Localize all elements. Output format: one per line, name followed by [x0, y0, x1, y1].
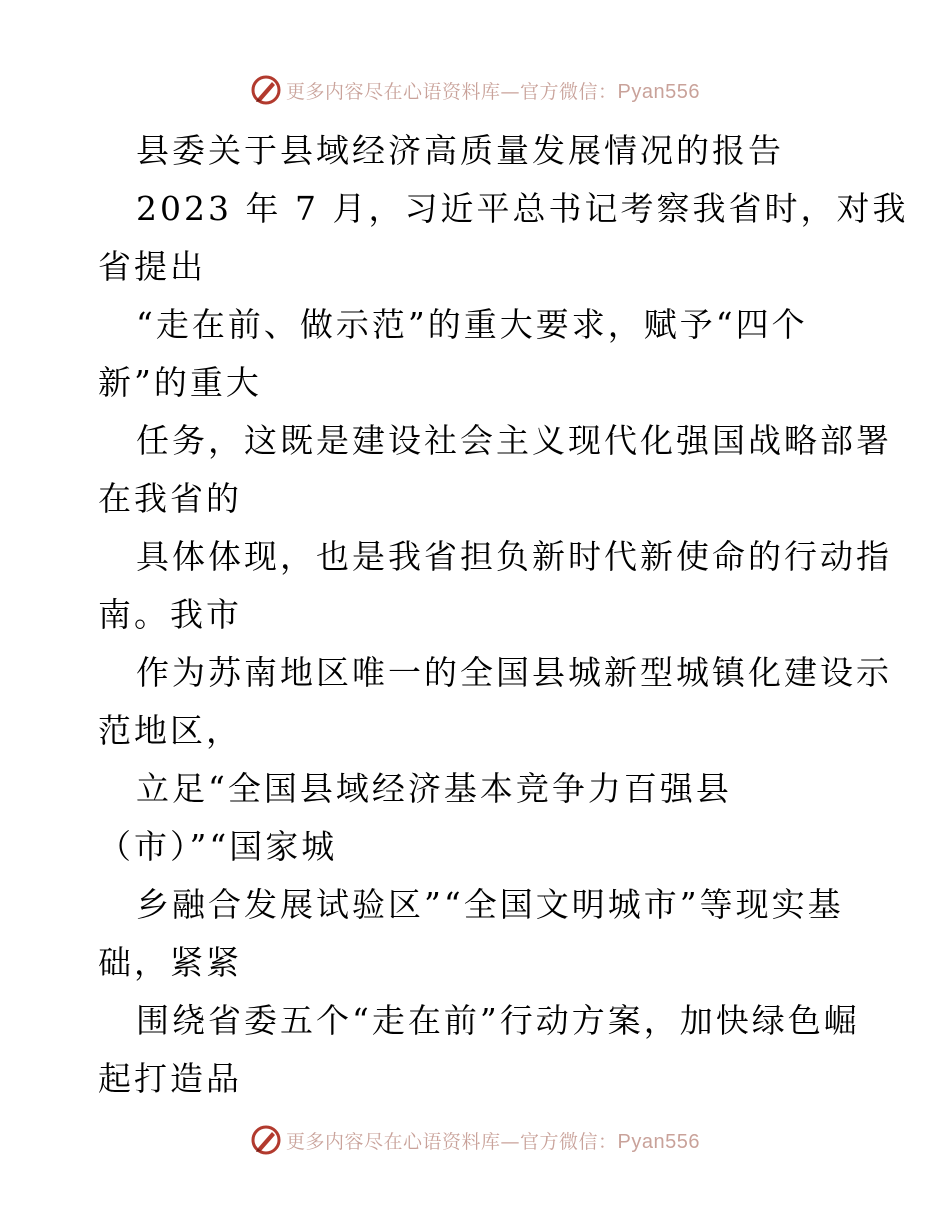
document-body	[98, 122, 909, 1108]
footer-watermark-banner	[0, 1120, 950, 1160]
body-line: 作为苏南地区唯一的全国县城新型城镇化建设示	[136, 653, 892, 692]
body-line: 围绕省委五个“走在前”行动方案，加快绿色崛	[136, 1001, 860, 1040]
header-wechat-id: Pyan556	[617, 80, 700, 103]
document-title: 县委关于县域经济高质量发展情况的报告	[136, 131, 784, 170]
pen-logo-icon	[250, 1124, 282, 1156]
body-line: （市）”“国家城	[98, 827, 338, 866]
body-line: 起打造品	[98, 1059, 242, 1098]
body-line: 础，紧紧	[98, 943, 242, 982]
header-banner-text: 更多内容尽在心语资料库—官方微信：Pyan556	[286, 80, 700, 103]
body-line: 范地区，	[98, 711, 242, 750]
pen-logo-icon	[250, 74, 282, 106]
body-line: 南。我市	[98, 595, 242, 634]
body-line: 在我省的	[98, 479, 242, 518]
body-line: 立足“全国县域经济基本竞争力百强县	[136, 769, 732, 808]
body-line: 具体体现，也是我省担负新时代新使命的行动指	[136, 537, 892, 576]
body-line: “走在前、做示范”的重大要求，赋予“四个	[136, 305, 808, 344]
footer-wechat-id: Pyan556	[617, 1130, 700, 1153]
footer-banner-text: 更多内容尽在心语资料库—官方微信：Pyan556	[286, 1130, 700, 1153]
body-line: 任务，这既是建设社会主义现代化强国战略部署	[136, 421, 892, 460]
header-watermark-banner	[0, 70, 950, 110]
body-line: 新”的重大	[98, 363, 262, 402]
body-line: 省提出	[98, 247, 206, 286]
body-line: 乡融合发展试验区”“全国文明城市”等现实基	[136, 885, 844, 924]
body-line: 2023 年 7 月，习近平总书记考察我省时，对我	[136, 189, 909, 228]
